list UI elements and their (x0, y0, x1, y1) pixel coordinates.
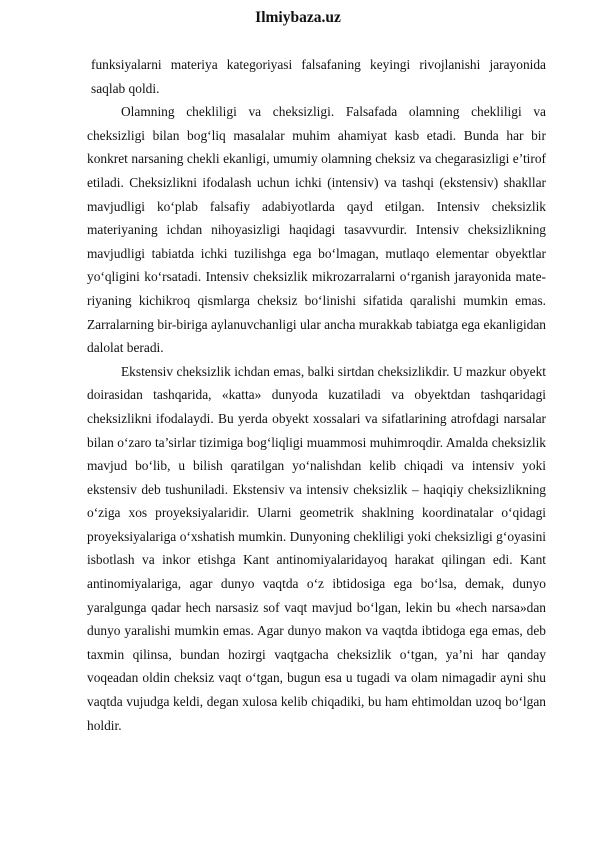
paragraph-continuation: funksiyalarni materiya kategoriyasi falsafaning keyingi rivojlanishi jarayonida saqlab qoldi. (91, 57, 546, 96)
site-header-title: Ilmiybaza.uz (255, 9, 341, 26)
paragraph-finiteness-infinity: Olamning chekliligi va cheksizligi. Falsafada olamning chekliligi va cheksizligi bilan bog‘liq masalalar muhim ahamiyat kasb etadi. Bunda har bir konkret narsaning chekli ekanligi, umumiy olamning cheksiz va chegarasizligi e’tirof etiladi. Cheksizlikni ifodalash uchun ichki (intensiv) va tashqi (ekstensiv) shakllar mavjudligi ko‘plab falsafiy adabiyotlarda qayd etilgan. Intensiv cheksizlik materiyaning ichdan nihoyasizligi haqidagi tasavvurdir. Intensiv cheksizlikning mavjudligi tabiatda ichki tuzilishga ega bo‘lmagan, mutlaqo elementar obyektlar yo‘qligini ko‘rsatadi. Intensiv cheksizlik mikrozarralarni o‘rganish jarayonida mate- riyaning kichikroq qismlarga cheksiz bo‘linishi sifatida qaralishi mumkin emas. Zarralarning bir-biriga aylanuvchanligi ular ancha murakkab tabiatga ega ekanligidan dalolat beradi. (87, 104, 546, 356)
paragraph-extensive-infinity: Ekstensiv cheksizlik ichdan emas, balki sirtdan cheksizlikdir. U mazkur obyekt doirasidan tashqarida, «katta» dunyoda kuzatiladi va obyektdan tashqaridagi cheksizlikni ifodalaydi. Bu yerda obyekt xossalari va sifatlarining atrofdagi narsalar bilan o‘zaro ta’sirlar tizimiga bog‘liqligi muammosi muhimroqdir. Amalda cheksizlik mavjud bo‘lib, u bilish qaratilgan yo‘nalishdan kelib chiqadi va intensiv yoki ekstensiv deb tushuniladi. Ekstensiv va intensiv cheksizlik – haqiqiy cheksizlikning o‘ziga xos proyeksiyalaridir. Ularni geometrik shaklning koordinatalar o‘qidagi proyeksiyalariga o‘xshatish mumkin. Dunyoning chekliligi yoki cheksizligi g‘oyasini isbotlash va inkor etishga Kant antinomiyalaridayoq harakat qilingan edi. Kant antinomiyalariga, agar dunyo vaqtda o‘z ibtidosiga ega bo‘lsa, demak, dunyo yaralgunga qadar hech narsasiz sof vaqt mavjud bo‘lgan, lekin bu «hech narsa»dan dunyo yaralishi mumkin emas. Agar dunyo makon va vaqtda ibtidoga ega emas, deb taxmin qilinsa, bundan hozirgi vaqtgacha cheksizlik o‘tgan, ya’ni har qanday voqeadan oldin cheksiz vaqt o‘tgan, bugun esa u tugadi va olam nimagadir ayni shu vaqtda vujudga keldi, degan xulosa kelib chiqadiki, bu ham ehtimoldan uzoq bo‘lgan holdir. (87, 363, 546, 733)
document-body (87, 53, 546, 737)
